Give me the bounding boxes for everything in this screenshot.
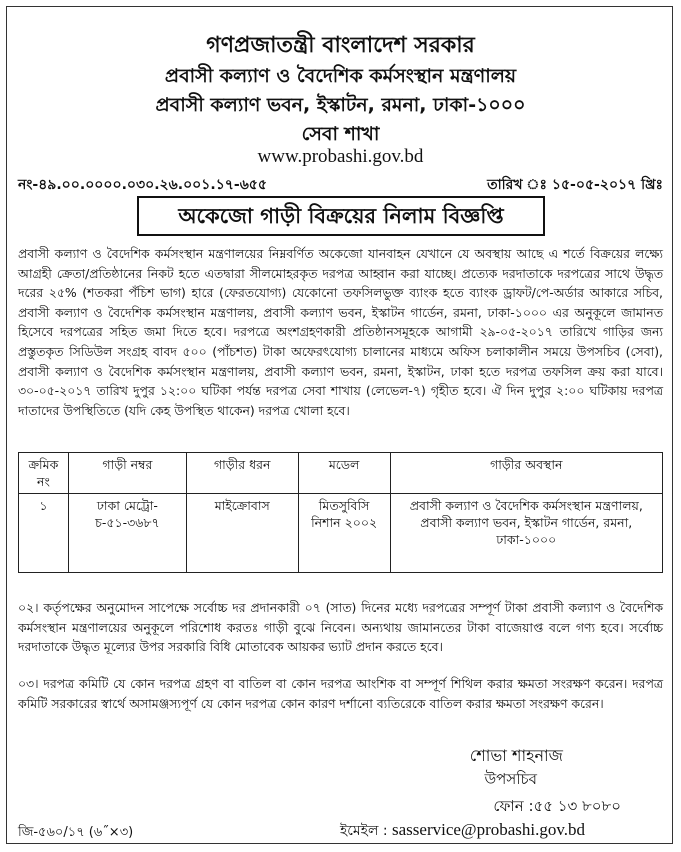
notice-paragraph-3: ০৩। দরপত্র কমিটি যে কোন দরপত্র গ্রহণ বা বাতিল বা কোন দরপত্র আংশিক বা সম্পূর্ণ শিথিল করার ক্ষমতা সংরক্ষণ করেন। দরপত্র কমিটি সরকারের স্বার্থে অসামঞ্জস্যপূর্ণ যে কোন দরপত্র কোন কারণ দর্শানো ব্যতিরেকে বাতিল করার ক্ষমতা সংরক্ষণ করেন। [18,676,663,711]
government-name: গণপ্রজাতন্ত্রী বাংলাদেশ সরকার [206,33,475,58]
footer-code: জি-৫৬০/১৭ (৬˝×৩) [18,825,134,840]
notice-title: অকেজো গাড়ী বিক্রয়ের নিলাম বিজ্ঞপ্তি [137,196,545,236]
signatory-name: শোভা শাহনাজ [469,746,563,765]
section-name: সেবা শাখা [301,123,380,145]
col-header-location: গাড়ীর অবস্থান [390,453,662,494]
col-header-vehicle-type: গাড়ীর ধরন [186,453,298,494]
col-header-model: মডেল [298,453,390,494]
email-label: ইমেইল : [340,823,388,839]
notice-date: তারিখ ঃ ১৫-০৫-২০১৭ খ্রিঃ [487,177,663,193]
cell-serial: ১ [19,494,69,573]
col-header-serial: ক্রমিক নং [19,453,69,494]
vehicle-table [18,452,663,573]
notice-paragraph-1: প্রবাসী কল্যাণ ও বৈদেশিক কর্মসংস্থান মন্ত্রণালয়ের নিম্নবর্ণিত অকেজো যানবাহন যেখানে যে অবস্থায় আছে এ শর্তে বিক্রয়ের লক্ষ্যে আগ্রহী ক্রেতা/প্রতিষ্ঠানের নিকট হতে এতদ্বারা সীলমোহরকৃত দরপত্র আহ্বান করা যাচ্ছে। প্রত্যেক দরদাতাকে দরপত্রের সাথে উদ্ধৃত দরের ২৫% (শতকরা পঁচিশ ভাগ) হারে (ফেরতযোগ্য) যেকোনো তফসিলভুক্ত ব্যাংক হতে ব্যাংক ড্রাফট/পে-অর্ডার আকারে সচিব, প্রবাসী কল্যাণ ও বৈদেশিক কর্মসংস্থান মন্ত্রণালয়, প্রবাসী কল্যাণ ভবন, ইস্কাটন গার্ডেন, রমনা, ঢাকা-১০০০ এর অনুকূলে জামানত হিসেবে দরপত্রের সহিত জমা দিতে হবে। দরপত্রে অংশগ্রহণকারী প্রতিষ্ঠানসমূহকে আগামী ২৯-০৫-২০১৭ তারিখে গাড়ির জন্য প্রস্তুতকৃত সিডিউল সংগ্রহ বাবদ ৫০০ (পাঁচশত) টাকা অফেরৎযোগ্য চালানের মাধ্যমে অফিস চলাকালীন সময়ে উপসচিব (সেবা), প্রবাসী কল্যাণ ও বৈদেশিক কর্মসংস্থান মন্ত্রণালয়, প্রবাসী কল্যাণ ভবন, রমনা, ইস্কাটন, ঢাকা হতে দরপত্র তফসিল ক্রয় করা যাবে। ৩০-০৫-২০১৭ তারিখ দুপুর ১২:০০ ঘটিকা পর্যন্ত দরপত্র সেবা শাখায় (লেভেল-৭) গৃহীত হবে। ঐ দিন দুপুর ২:০০ ঘটিকায় দরপত্র দাতাদের উপস্থিতিতে (যদি কেহ উপস্থিত থাকেন) দরপত্র খোলা হবে। [18,246,663,418]
cell-location: প্রবাসী কল্যাণ ও বৈদেশিক কর্মসংস্থান মন্ত্রণালয়, প্রবাসী কল্যাণ ভবন, ইস্কাটন গার্ডেন, রমনা, ঢাকা-১০০০ [390,494,662,573]
signatory-phone: ফোন :৫৫ ১৩ ৮০৮০ [493,797,621,815]
table-header-row [19,453,663,494]
cell-vehicle-number: ঢাকা মেট্রো-চ-৫১-৩৬৮৭ [68,494,186,573]
col-header-vehicle-number: গাড়ী নম্বর [68,453,186,494]
cell-model: মিতসুবিসি নিশান ২০০২ [298,494,390,573]
table-row [19,494,663,573]
reference-number: নং-৪৯.০০.০০০০.০৩০.২৬.০০১.১৭-৬৫৫ [18,177,267,193]
signatory-designation: উপসচিব [484,770,537,788]
signatory-email-row [340,819,585,843]
ministry-address: প্রবাসী কল্যাণ ভবন, ইস্কাটন, রমনা, ঢাকা-১০০০ [155,94,526,116]
notice-paragraph-2: ০২। কর্তৃপক্ষের অনুমোদন সাপেক্ষে সর্বোচ্চ দর প্রদানকারী ০৭ (সাত) দিনের মধ্যে দরপত্রের সম্পূর্ণ টাকা প্রবাসী কল্যাণ ও বৈদেশিক কর্মসংস্থান মন্ত্রণালয়ের অনুকূলে পরিশোধ করতঃ গাড়ী বুঝে নিবেন। অন্যথায় জামানতের টাকা বাজেয়াপ্ত বলে গণ্য হবে। সর্বোচ্চ দরদাতাকে উদ্ধৃত মূল্যের উপর সরকারি বিধি মোতাবেক আয়কর ভ্যাট প্রদান করতে হবে। [18,600,663,655]
reference-row [18,173,663,197]
cell-vehicle-type: মাইক্রোবাস [186,494,298,573]
ministry-name: প্রবাসী কল্যাণ ও বৈদেশিক কর্মসংস্থান মন্ত্রণালয় [164,65,517,87]
email-address-link[interactable]: sasservice@probashi.gov.bd [392,820,586,839]
website-link[interactable]: www.probashi.gov.bd [257,146,424,167]
